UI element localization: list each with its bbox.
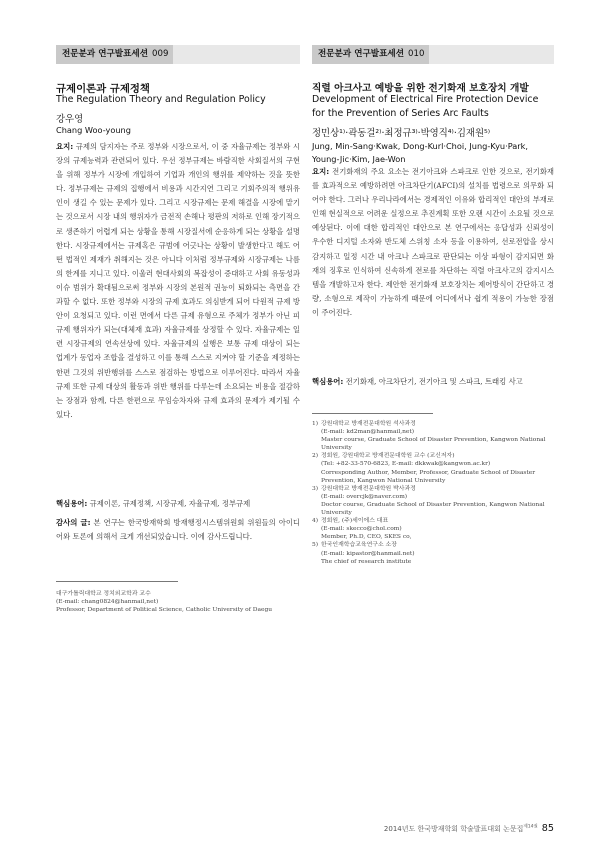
footnote-affiliation-en: University <box>321 445 352 452</box>
right-session-badge <box>312 45 429 64</box>
left-session-header <box>56 45 300 64</box>
right-abstract-text: 전기화재의 주요 요소는 전기아크와 스파크로 인한 것으로, 전기화재를 효과적으로 예방하려면 아크차단기(AFCI)의 설치를 법령으로 의무화 되어야 한다. 그러나 우리나라에서는 경제적인 이유와 합리적인 대안의 부재로 인해 현실적으로 어려운 실정으로 추진계획 또한 오랜 시간이 소요될 것으로 예상된다. 이에 대한 합리적인 대안으로 본 연구에서는 응답성과 신뢰성이 우수한 디지털 소자와 반도체 스위칭 소자 등을 이용하여, 선로전압을 상시 감지하고 일정 시간 내 아크나 스파크로 판단되는 이상 파형이 감지되면 화재의 징후로 인식하여 신속하게 전로를 차단하는 직렬 아크사고의 감지시스템을 개발하고자 한다. 제안한 전기화재 보호장치는 제어방식이 간단하고 경량, 소형으로 제작이 가능하게 때문에 어디에서나 쉽게 적용이 가능한 장점이 주어진다. <box>312 167 555 317</box>
right-title-en: Development of Electrical Fire Protection Device for the Prevention of Series Arc Faults <box>312 94 539 119</box>
right-footnote-3 <box>312 485 554 493</box>
footer-volume: 제14권 <box>523 824 538 830</box>
right-footnote-2 <box>312 452 554 460</box>
left-thanks-text: 본 연구는 한국방재학회 방재행정시스템위원회 위원들의 아이디어와 토론에 의해서 크게 개선되었습니다. 이에 감사드립니다. <box>56 518 301 541</box>
right-authors-ko: 정민상¹⁾·곽동걸²⁾·최정규³⁾·박영직⁴⁾·김재원⁵⁾ <box>312 128 491 139</box>
right-keywords-label: 핵심용어: <box>312 377 344 386</box>
left-session-number: 009 <box>152 49 169 59</box>
right-footnote-5 <box>312 541 554 549</box>
right-footnote-4 <box>312 517 554 525</box>
right-title-ko: 직렬 아크사고 예방을 위한 전기화재 보호장치 개발 <box>312 83 529 94</box>
left-keywords <box>56 497 300 511</box>
left-author-en: Chang Woo-young <box>56 125 131 135</box>
left-footnotes <box>56 590 300 614</box>
footnote-number: 4) <box>312 518 319 525</box>
footnote-affiliation-en: The chief of research institute <box>321 558 412 565</box>
footnote-affiliation-en: Prevention, Kangwon National University <box>321 477 446 484</box>
footnote-affiliation-ko: 한국인재학습교육연구소 소장 <box>321 542 397 549</box>
footnote-affiliation-en: Master course, Graduate School of Disaster Prevention, Kangwon National <box>321 437 546 444</box>
footnote-affiliation-ko: 정회원, (주)세이에스 대표 <box>321 518 389 525</box>
footnote-number: 1) <box>312 421 319 427</box>
left-footnote-affiliation: 대구가톨릭대학교 정치외교학과 교수 <box>56 591 151 597</box>
left-session-badge <box>56 45 173 64</box>
footnote-number: 3) <box>312 485 319 492</box>
page-number: 85 <box>541 823 554 834</box>
right-authors-en <box>312 140 554 165</box>
footnote-email: (Tel: +82-33-570-6823, E-mail: dkkwak@kangwon.ac.kr) <box>321 461 491 468</box>
left-footnote-rule <box>56 581 178 582</box>
left-thanks <box>56 516 300 544</box>
footer-proceedings-title: 2014년도 한국방재학회 학술발표대회 논문집 <box>383 825 524 833</box>
left-footnote-affiliation-en: Professor, Department of Political Science, Catholic University of Daegu <box>56 607 273 614</box>
footnote-affiliation-en: Corresponding Author, Member, Professor, Graduate School of Disaster <box>321 469 536 476</box>
right-session-number: 010 <box>408 49 425 59</box>
right-keywords <box>312 375 554 389</box>
right-session-header <box>312 45 554 64</box>
right-footnote-1 <box>312 420 554 428</box>
footnote-number: 5) <box>312 542 319 549</box>
left-author-ko: 강우영 <box>56 114 84 125</box>
left-abstract <box>56 140 300 422</box>
footnote-affiliation-ko: 정회원, 강원대학교 방재전문대학원 교수 (교신저자) <box>321 453 455 460</box>
left-keywords-text: 규제이론, 규제정책, 시장규제, 자율규제, 정부규제 <box>89 499 251 508</box>
right-authors-en-line2: Young-Jic·Kim, Jae-Won <box>312 153 406 164</box>
right-abstract-label: 요지: <box>312 167 330 176</box>
footnote-affiliation-ko: 강원대학교 방재전문대학원 박사과정 <box>321 485 416 492</box>
left-footnote-email: (E-mail: chang0824@hanmail,net) <box>56 599 159 606</box>
footnote-affiliation-ko: 강원대학교 방재전문대학원 석사과정 <box>321 421 416 427</box>
footnote-email: (E-mail: skecco@chol.com) <box>321 526 402 533</box>
right-footnote-rule <box>312 413 433 414</box>
right-keywords-text: 전기화재, 아크차단기, 전기아크 및 스파크, 트래킹 사고 <box>345 377 523 386</box>
right-abstract <box>312 165 554 320</box>
left-abstract-text: 규제의 담지자는 주로 정부와 시장으로서, 이 중 자율규제는 정부와 시장의 규제능력과 관련되어 있다. 우선 정부규제는 바람직한 사회질서의 구현을 위해 정부가 시장에 개입하여 기업과 개인의 행위를 제약하는 것을 뜻한다. 정부규제는 규제의 집행에서 비용과 시간지연 그리고 기회주의적 행위유인이 생길 수 있는 문제가 있다. 그리고 시장규제는 문제 해결을 시장에 맡기는 것으로서 시장 내의 행위자가 금전적 손해나 평판의 저하로 인해 장기적으로 생존하기 어렵게 되는 상황을 통해 시장질서에 순응하게 되는 상황을 설명한다. 시장규제에서는 규제혹은 규범에 어긋나는 상황이 발생한다고 해도 어떤 법적인 제재가 취해지는 것은 아니다 이처럼 정부규제와 시장규제는 나름의 한계를 지니고 있다. 이울러 현대사회의 복잡성이 증대하고 사회 유동성과 이슈 범위가 확대됨으로써 정부와 시장의 본원적 권능이 퇴화되는 측면을 간과할 수 없다. 또한 정부와 시장의 규제 효과도 의심받게 되어 다원적 규제 방안이 요청되고 있다. 이런 면에서 다른 규제 유형으로 주체가 정부가 아닌 피규제 행위자가 되는(대체재 효과) 자율규제를 상정할 수 있다. 자율규제는 일련 시장규제의 연속선상에 있다. 자율규제의 실행은 보통 규제 대상이 되는 업계가 동업자 조합을 결성하고 이를 통해 스스로 지켜야 할 기준을 제정하는 한편 그것의 위반행위를 스스로 점검하는 방법으로 이루어진다. 따라서 자율규제 또한 규제 대상의 활동과 위반 행위를 다루는데 소요되는 비용을 절감하는 장점과 함께, 다른 한편으로 무임승차자와 규제 효과의 문제가 제기될 수 있다. <box>56 142 300 419</box>
footnote-email: (E-mail: kd2man@hanmail,net) <box>321 429 415 436</box>
footnote-affiliation-en: Member, Ph.D, CEO, SKES co, <box>321 534 412 541</box>
left-title-ko: 규제이론과 규제정책 <box>56 83 150 95</box>
page-footer <box>384 823 554 834</box>
footnote-email: (E-mail: kipastor@hanmail.net) <box>321 550 415 557</box>
footnote-number: 2) <box>312 453 319 460</box>
left-abstract-label: 요지: <box>56 142 74 151</box>
left-title-en: The Regulation Theory and Regulation Policy <box>56 94 266 105</box>
left-session-label: 전문분과 연구발표세션 <box>62 49 149 59</box>
footnote-email: (E-mail: overcjk@naver.com) <box>321 493 408 500</box>
right-session-label: 전문분과 연구발표세션 <box>318 49 405 59</box>
left-thanks-label: 감사의 글: <box>56 518 91 527</box>
footnote-affiliation-en: Doctor course, Graduate School of Disaster Prevention, Kangwon National <box>321 501 545 508</box>
right-authors-en-line1: Jung, Min-Sang·Kwak, Dong-Kurl·Choi, Jung-Kyu·Park, <box>312 141 529 151</box>
left-keywords-label: 핵심용어: <box>56 499 88 508</box>
right-footnotes <box>312 420 554 566</box>
footnote-affiliation-en: University <box>321 510 352 517</box>
